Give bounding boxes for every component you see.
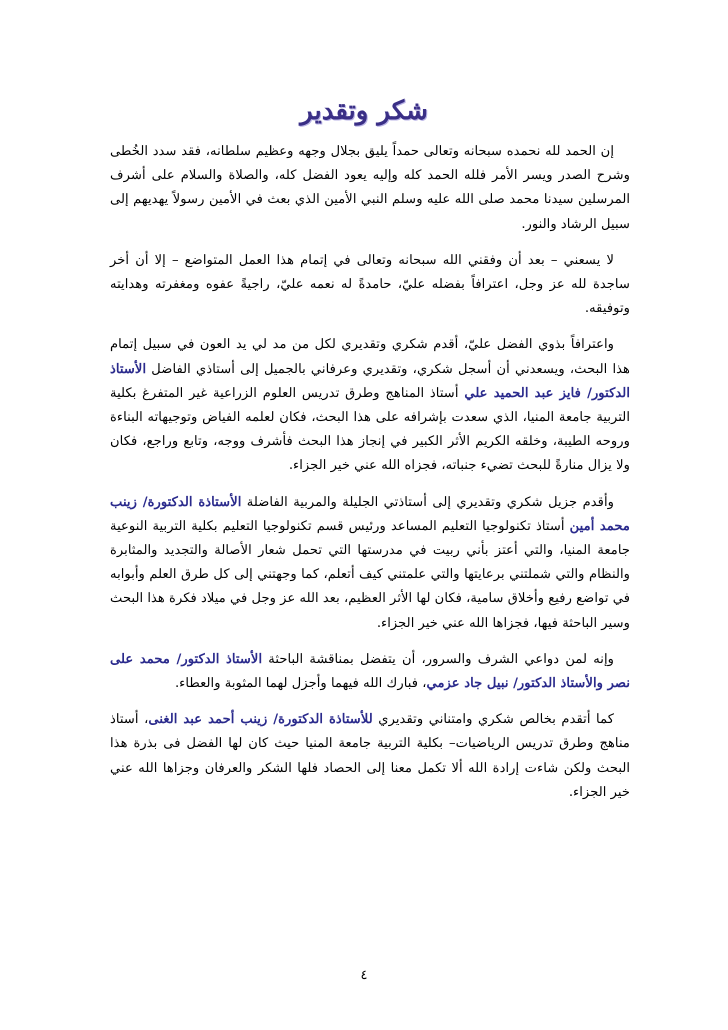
paragraph-text: كما أتقدم بخالص شكري وامتناني وتقديري — [372, 712, 614, 728]
paragraph-late-professor — [110, 708, 630, 805]
paragraph-examiners — [110, 648, 630, 696]
examiners-names: الأستاذ الدكتور/ محمد على نصر والأستاذ الدكتور/ نبيل جاد عزمي — [110, 651, 630, 692]
paragraph-text: وأقدم جزيل شكري وتقديري إلى أستاذتي الجليلة والمربية الفاضلة — [241, 494, 614, 510]
paragraph-supervisor — [110, 333, 630, 478]
paragraph-text: وإنه لمن دواعي الشرف والسرور، أن يتفضل بمناقشة الباحثة — [262, 651, 614, 667]
co-supervisor-name: الأستاذة الدكتورة/ زينب محمد أمين — [110, 494, 630, 534]
paragraph-text: أستاذ تكنولوجيا التعليم المساعد ورئيس قسم تكنولوجيا التعليم بكلية التربية النوعية جامعة المنيا، والتي أعتز بأني ربيت في مدرستها التي تحمل شعار الأصالة والتجديد والمثابرة والنظام والتي شملتني برعايتها والتي علمتني كيف أتعلم، كما وجهتني إلى كل طرق العلم وأبوابه في تواضع رفيع وأخلاق سامية، فكان لها الأثر العظيم، بعد الله عز وجل في ميلاد فكرة هذا البحث وسير الباحثة فيها، فجزاها الله عني خير الجزاء. — [110, 518, 630, 631]
paragraph-text: أستاذ المناهج وطرق تدريس العلوم الزراعية غير المتفرغ بكلية التربية جامعة المنيا، الذي سعدت بإشرافه على هذا البحث، فكان لعلمه الفياض وتوجيهاته البناءة وروحه الطيبة، وخلقه الكريم الأثر الكبير في إنجاز هذا البحث فأشرف ووجه، وتابع وراجع، فكان ولا يزال منارةً للبحث تضيء جنباته، فجزاه الله عني خير الجزاء. — [110, 385, 630, 474]
paragraph-text: ، فبارك الله فيهما وأجزل لهما المثوبة والعطاء. — [174, 676, 427, 692]
acknowledgement-body — [110, 140, 630, 817]
paragraph-praise: إن الحمد لله نحمده سبحانه وتعالى حمداً يليق بجلال وجهه وعظيم سلطانه، فقد سدد الخُطى وشرح الصدر ويسر الأمر فلله الحمد كله وإليه يعود الفضل كله، والصلاة والسلام على أشرف المرسلين سيدنا محمد صلى الله عليه وسلم النبي الأمين الذي بعث في الأمين رسولاً يهديهم إلى سبيل الرشاد والنور. — [110, 144, 630, 232]
page-title: شكر وتقدير — [300, 96, 428, 126]
paragraph-text: واعترافاً بذوي الفضل عليّ، أقدم شكري وتقديري لكل من مد لي يد العون في سبيل إتمام هذا البحث، ويسعدني أن أسجل شكري، وتقديري وعرفاني بالجميل إلى أستاذي الفاضل — [110, 337, 630, 377]
supervisor-name: الأستاذ الدكتور/ فايز عبد الحميد علي — [110, 361, 630, 401]
page-number: ٤ — [360, 968, 368, 983]
paragraph-gratitude-to-god: لا يسعني – بعد أن وفقني الله سبحانه وتعالى في إتمام هذا العمل المتواضع – إلا أن أخر ساجدة لله عز وجل، اعترافاً بفضله عليّ، حامدةً له نعمه عليّ، راجيةً عفوه ومغفرته وهدايته وتوفيقه. — [110, 252, 630, 317]
paragraph-co-supervisor — [110, 491, 630, 636]
late-professor-name: للأستاذة الدكتورة/ زينب أحمد عبد الغنى — [148, 712, 373, 728]
paragraph-text: ، أستاذ مناهج وطرق تدريس الرياضيات– بكلية التربية جامعة المنيا حيث كان لها الفضل فى بذرة هذا البحث ولكن شاءت إرادة الله ألا تكمل معنا إلى الحصاد فلها الشكر والعرفان وجزاها الله عني خير الجزاء. — [110, 712, 630, 800]
